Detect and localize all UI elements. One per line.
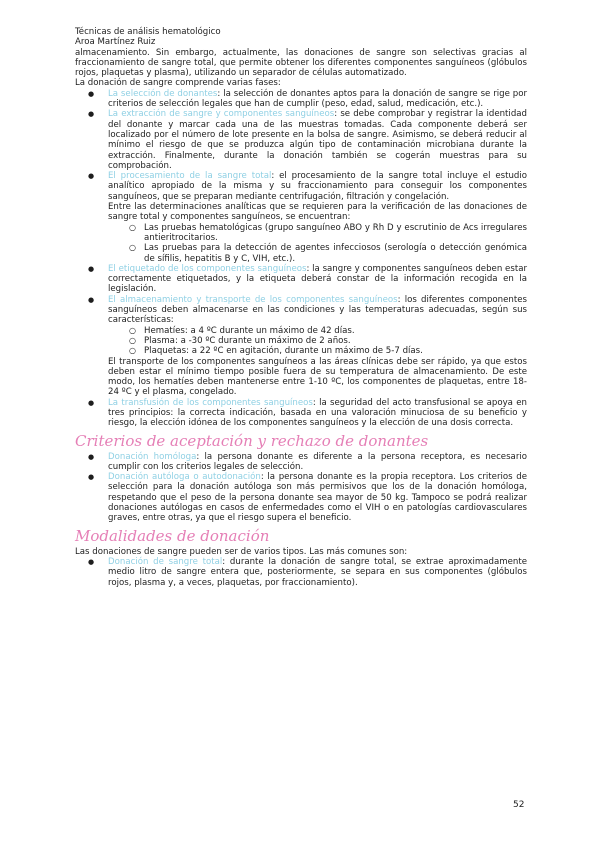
list-item — [75, 295, 527, 398]
item-after: El transporte de los componentes sanguíneos a las áreas clínicas debe ser rápido, ya que estos deben estar el mínimo tiempo posible fuera de su temperatura de almacenamiento. De este modo, los hematíes deben mantenerse entre 1-10 ºC, los componentes de plaquetas, entre 18-24 ºC y el plasma, congelado. — [108, 356, 527, 398]
item-text: : la sangre y componentes sanguíneos deben estar correctamente etiquetados, y la etiqueta deberá constar de la información recogida en la legislación. — [108, 263, 527, 295]
item-label: La extracción de sangre y componentes sanguíneos — [108, 109, 335, 120]
sub-list — [108, 223, 527, 264]
page-number: 52 — [513, 800, 525, 810]
modalities-list — [75, 557, 527, 588]
item-text: : el procesamiento de la sangre total incluye el estudio analítico apropiado de la misma y su fraccionamiento para conseguir los componentes sanguíneos, que se preparan mediante centrifugación, filtración y congelación. — [108, 171, 527, 202]
list-item — [75, 452, 527, 473]
item-label: El procesamiento de la sangre total — [108, 171, 272, 182]
item-text: : la seguridad del acto transfusional se apoya en tres principios: la correcta indicación, basada en una valoración minuciosa de su beneficio y riesgo, la elección idónea de los componentes sanguíneos y la elección de una dosis correcta. — [108, 397, 527, 429]
document-body — [75, 27, 527, 588]
item-text: : la persona donante es la propia receptora. Los criterios de selección para la donación autóloga son más permisivos que los de la donación homóloga, respetando que el peso de la persona donante sea mayor de 50 kg. Tampoco se podrá realizar donaciones autólogas en casos de enfermedades como el VIH o en patologías cardiovasculares graves, entre otras, ya que el riesgo supera el beneficio. — [108, 472, 527, 524]
list-item — [75, 472, 527, 523]
sub-list-item: ○ Las pruebas hematológicas (grupo sanguíneo ABO y Rh D y escrutinio de Acs irregulares antieritrocitarios. — [108, 223, 527, 244]
phases-list — [75, 89, 527, 429]
section-intro: Las donaciones de sangre pueden ser de varios tipos. Las más comunes son: — [75, 546, 408, 557]
list-item — [75, 264, 527, 295]
intro-paragraph: almacenamiento. Sin embargo, actualmente, las donaciones de sangre son selectivas gracias al fraccionamiento de sangre total, que permite obtener los diferentes componentes sanguíneos (glóbulos rojos, plaquetas y plasma), utilizando un separador de células automatizado. — [75, 47, 527, 79]
list-item — [75, 109, 527, 171]
item-text: : durante la donación de sangre total, se extrae aproximadamente medio litro de sangre entera que, posteriormente, se separa en sus componentes (glóbulos rojos, plasma y, a veces, plaquetas, por fraccionamiento). — [108, 556, 527, 588]
item-label: El etiquetado de los componentes sanguíneos — [108, 263, 307, 274]
item-label: Donación homóloga — [108, 451, 197, 462]
section-heading: Modalidades de donación — [75, 526, 270, 545]
list-item — [75, 557, 527, 588]
list-item — [75, 171, 527, 264]
header-author: Aroa Martínez Ruiz — [75, 37, 156, 48]
criteria-list — [75, 452, 527, 524]
item-text: : la selección de donantes aptos para la donación de sangre se rige por criterios de selección legales que han de cumplir (peso, edad, salud, medicación, etc.). — [108, 88, 528, 110]
item-label: Donación autóloga o autodonación — [108, 472, 261, 483]
sub-list-item: ○ Plasma: a -30 ºC durante un máximo de 2 años. — [108, 336, 527, 346]
item-label: Donación de sangre total — [108, 556, 223, 567]
item-label: La selección de donantes — [108, 88, 218, 99]
header-title: Técnicas de análisis hematológico — [75, 27, 221, 37]
section-heading: Criterios de aceptación y rechazo de donantes — [75, 431, 429, 450]
phases-intro: La donación de sangre comprende varias fases: — [75, 78, 281, 89]
sub-list-item: ○ Plaquetas: a 22 ºC en agitación, durante un máximo de 5-7 días. — [108, 346, 527, 356]
item-text: : se debe comprobar y registrar la identidad del donante y marcar cada una de las muestras tomadas. Cada componente deberá ser localizado por el número de lote presente en la bolsa de sangre. Asimismo, se deberá reducir al mínimo el riesgo de que se produzca algún tipo de contaminación microbiana durante la extracción. Finalmente, durante la donación también se cogerán muestras para su comprobación. — [108, 109, 527, 171]
list-item — [75, 398, 527, 429]
sub-list-item: ○ Las pruebas para la detección de agentes infecciosos (serología o detección genómica de sífilis, hepatitis B y C, VIH, etc.). — [108, 243, 527, 264]
item-text: : la persona donante es diferente a la persona receptora, es necesario cumplir con los criterios legales de selección. — [108, 451, 527, 472]
item-label: El almacenamiento y transporte de los componentes sanguíneos — [108, 294, 398, 305]
list-item — [75, 89, 527, 110]
sub-list — [108, 326, 527, 357]
sub-list-item: ○ Hematíes: a 4 ºC durante un máximo de 42 días. — [108, 326, 527, 336]
item-extra: Entre las determinaciones analíticas que se requieren para la verificación de las donaciones de sangre total y componentes sanguíneos, se encuentran: — [108, 202, 527, 223]
item-text: : los diferentes componentes sanguíneos deben almacenarse en las condiciones y las temperaturas adecuadas, según sus características: — [108, 294, 527, 326]
item-label: La transfusión de los componentes sanguíneos — [108, 397, 313, 408]
